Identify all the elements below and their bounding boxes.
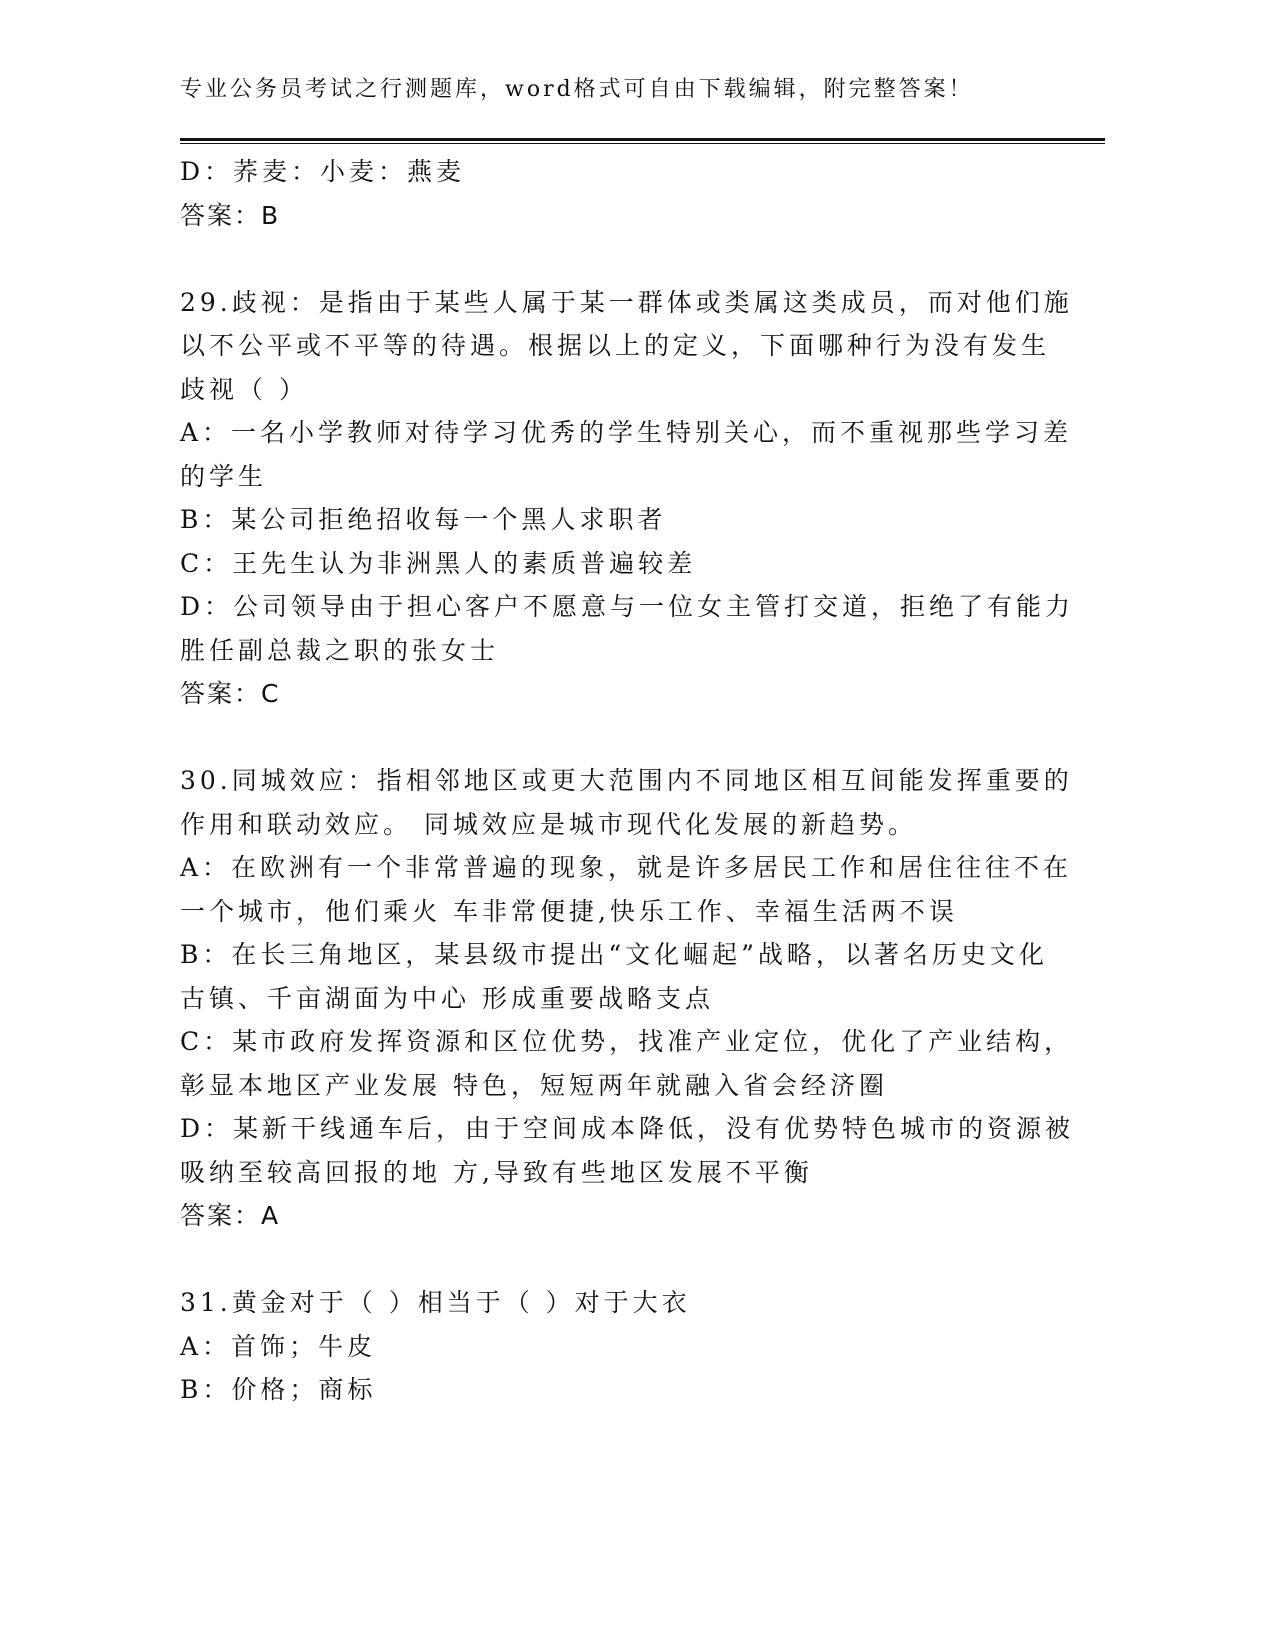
option-line: B：在长三角地区，某县级市提出“文化崛起”战略，以著名历史文化 (180, 940, 1048, 969)
question-block (180, 1281, 1040, 1412)
option-line: D：荞麦：小麦：燕麦 (180, 157, 466, 186)
option-line: B：价格；商标 (180, 1375, 377, 1404)
answer-line: 答案：B (180, 200, 281, 230)
spacer (180, 716, 1040, 760)
answer-line: 答案：C (180, 679, 281, 708)
option-line: C：王先生认为非洲黑人的素质普遍较差 (180, 548, 697, 578)
page-header: 专业公务员考试之行测题库，word格式可自由下载编辑，附完整答案！ (180, 77, 974, 102)
option-line: 的学生 (180, 461, 268, 491)
question-text: 31.黄金对于（ ）相当于（ ）对于大衣 (180, 1288, 691, 1317)
option-line: B：某公司拒绝招收每一个黑人求职者 (180, 505, 667, 534)
option-line: 古镇、千亩湖面为中心 形成重要战略支点 (180, 983, 714, 1013)
option-line: D：公司领导由于担心客户不愿意与一位女主管打交道，拒绝了有能力 (180, 592, 1075, 621)
answer-line: 答案：A (180, 1201, 281, 1230)
option-line: 胜任副总裁之职的张女士 (180, 635, 500, 665)
question-block (180, 759, 1075, 1238)
question-block (180, 281, 1075, 716)
option-line: 彰显本地区产业发展 特色，短短两年就融入省会经济圈 (180, 1070, 888, 1100)
question-text: 以不公平或不平等的待遇。根据以上的定义，下面哪种行为没有发生 (180, 331, 1051, 360)
option-line: A：在欧洲有一个非常普遍的现象，就是许多居民工作和居住往往不在 (180, 853, 1073, 882)
header-divider (180, 138, 1105, 144)
question-text: 30.同城效应：指相邻地区或更大范围内不同地区相互间能发挥重要的 (180, 766, 1073, 795)
question-text: 29.歧视：是指由于某些人属于某一群体或类属这类成员，而对他们施 (180, 287, 1073, 317)
question-text: 歧视（ ） (180, 374, 308, 404)
option-line: A：首饰；牛皮 (180, 1331, 377, 1361)
spacer (180, 237, 1040, 281)
question-block (180, 150, 1040, 237)
option-line: 一个城市，他们乘火 车非常便捷,快乐工作、幸福生活两不误 (180, 896, 958, 926)
option-line: 吸纳至较高回报的地 方,导致有些地区发展不平衡 (180, 1157, 813, 1187)
spacer (180, 1238, 1040, 1282)
option-line: C：某市政府发挥资源和区位优势，找准产业定位，优化了产业结构， (180, 1027, 1074, 1056)
question-text: 作用和联动效应。 同城效应是城市现代化发展的新趋势。 (180, 809, 917, 839)
option-line: D：某新干线通车后，由于空间成本降低，没有优势特色城市的资源被 (180, 1114, 1075, 1143)
option-line: A：一名小学教师对待学习优秀的学生特别关心，而不重视那些学习差 (180, 418, 1073, 447)
document-body (180, 150, 1075, 1412)
